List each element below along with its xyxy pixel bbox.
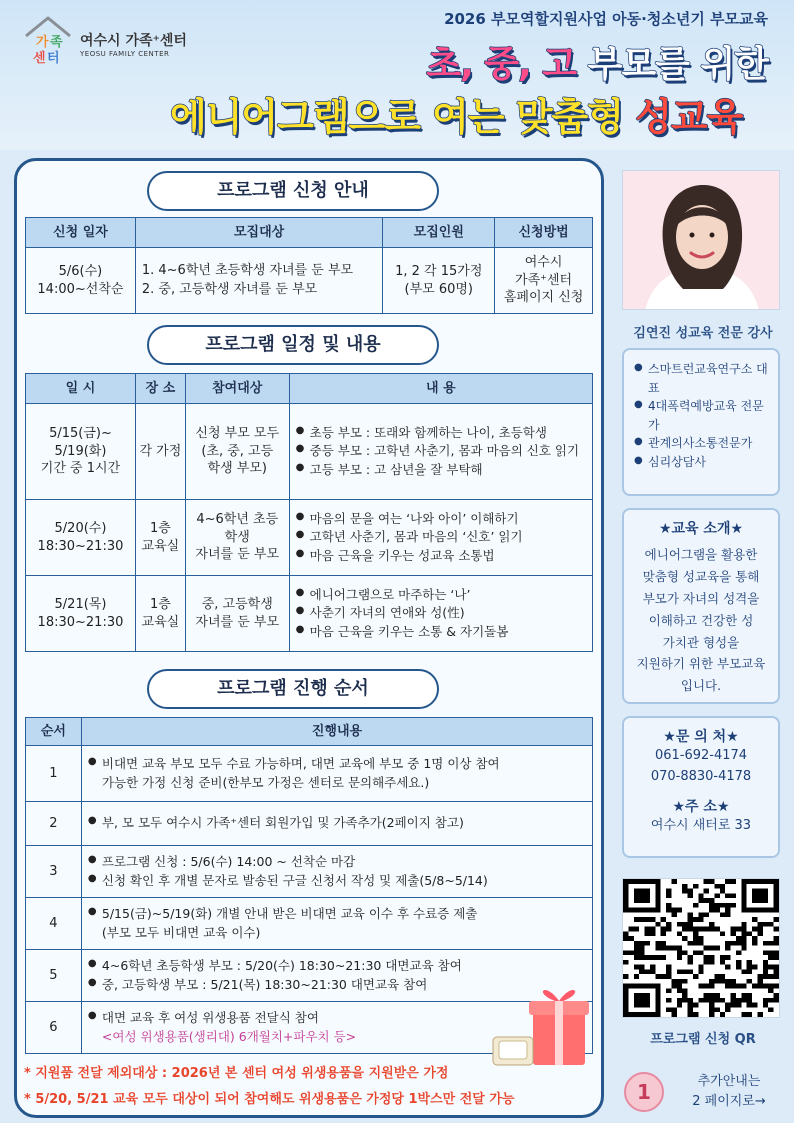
next-page-note — [674, 1072, 784, 1111]
center-logo — [22, 14, 192, 70]
house-icon — [22, 14, 74, 66]
schedule-item: ● 마음 근육을 키우는 성교육 소통법 — [296, 547, 592, 565]
career-item: ● 관계의사소통전문가 — [634, 434, 770, 453]
process-no: 6 — [26, 1002, 82, 1054]
schedule-content — [289, 404, 592, 500]
apply-date: 5/6(수) — [58, 263, 103, 279]
process-header-no: 순서 — [26, 718, 82, 746]
process-item: ● 5/15(금)~5/19(화) 개별 안내 받은 비대면 교육 이수 후 수료증 제출 — [88, 905, 592, 923]
schedule-target-line: 자녀를 둔 부모 — [195, 614, 280, 630]
svg-text:터: 터 — [47, 51, 60, 66]
qr-code-icon — [623, 879, 779, 1017]
apply-method-2: 가족⁺센터 — [515, 272, 573, 288]
svg-text:센: 센 — [33, 51, 46, 66]
apply-count-people: (부모 60명) — [404, 281, 474, 297]
intro-line: 에니어그램을 활용한 — [644, 547, 758, 562]
process-no: 5 — [26, 950, 82, 1002]
career-item: ● 스마트런교육연구소 대표 — [634, 360, 770, 397]
education-intro — [622, 508, 780, 704]
schedule-item: ● 고등 부모 : 고 삼년을 잘 부탁해 — [296, 461, 592, 479]
apply-header-date: 신청 일자 — [26, 218, 136, 248]
schedule-item: ● 초등 부모 : 또래와 함께하는 나이, 초등학생 — [296, 424, 592, 442]
apply-target-2: 2. 중, 고등학생 자녀를 둔 부모 — [141, 281, 318, 297]
headline-line2 — [170, 86, 742, 141]
process-item: (부모 모두 비대면 교육 이수) — [101, 924, 261, 940]
apply-method-1: 여수시 — [524, 255, 563, 271]
schedule-date — [26, 404, 136, 500]
gift-box-icon — [489, 975, 589, 1071]
schedule-row — [26, 500, 593, 576]
schedule-header-place: 장 소 — [135, 374, 185, 404]
schedule-item: ● 사춘기 자녀의 연애와 성(性) — [296, 604, 592, 622]
schedule-date — [26, 500, 136, 576]
schedule-row — [26, 404, 593, 500]
schedule-date-line: 18:30~21:30 — [37, 614, 124, 630]
page-number-badge: 1 — [624, 1072, 664, 1112]
schedule-place — [135, 500, 185, 576]
apply-target-cell — [135, 248, 383, 314]
process-item-gift: <여성 위생용품(생리대) 6개월치+파우치 등> — [101, 1028, 357, 1044]
process-item: 가능한 가정 신청 준비(한부모 가정은 센터로 문의해주세요.) — [101, 774, 430, 790]
schedule-target-line: 학생 부모) — [207, 461, 267, 477]
schedule-target — [185, 576, 289, 652]
apply-target-1: 1. 4~6학년 초등학생 자녀를 둔 부모 — [141, 263, 354, 279]
headline-highlight: 초, 중, 고 — [426, 44, 577, 85]
intro-line: 입니다. — [680, 678, 722, 694]
process-item: ● 비대면 교육 부모 모두 수료 가능하며, 대면 교육에 부모 중 1명 이상 참여 — [88, 755, 592, 773]
process-row — [26, 898, 593, 950]
note-limit: * 5/20, 5/21 교육 모두 대상이 되어 참여해도 위생용품은 가정당 1박스만 전달 가능 — [24, 1092, 515, 1107]
speaker-career — [622, 348, 780, 496]
process-content — [81, 898, 592, 950]
intro-body — [624, 544, 778, 697]
process-content — [81, 802, 592, 846]
schedule-item: ● 마음의 문을 여는 ‘나와 아이’ 이해하기 — [296, 510, 592, 528]
schedule-header-target: 참여대상 — [185, 374, 289, 404]
schedule-target — [185, 404, 289, 500]
apply-header-count: 모집인원 — [383, 218, 495, 248]
schedule-item: ● 고학년 사춘기, 몸과 마음의 ‘신호’ 읽기 — [296, 528, 592, 546]
intro-line: 맞춤형 성교육을 통해 — [642, 568, 760, 584]
schedule-place-line: 각 가정 — [139, 443, 182, 459]
intro-line: 가치관 형성을 — [662, 634, 740, 650]
logo-name: 여수시 가족⁺센터 — [80, 33, 187, 49]
address-title: ★주 소★ — [672, 798, 730, 815]
svg-text:족: 족 — [50, 35, 63, 50]
section-title-schedule: 프로그램 일정 및 내용 — [147, 325, 439, 365]
schedule-target-line: 중, 고등학생 — [201, 596, 273, 612]
qr-code[interactable] — [622, 878, 780, 1018]
headline2-main: 에니어그램으로 여는 맞춤형 — [170, 95, 636, 139]
program-category: 2026 부모역할지원사업 아동·청소년기 부모교육 — [444, 10, 768, 28]
process-content — [81, 746, 592, 802]
process-row — [26, 802, 593, 846]
process-no: 4 — [26, 898, 82, 950]
schedule-date-line: 18:30~21:30 — [37, 538, 124, 554]
speaker-photo — [622, 170, 780, 310]
process-no: 3 — [26, 846, 82, 898]
schedule-date-line: 5/20(수) — [54, 520, 107, 536]
apply-count-cell — [383, 248, 495, 314]
career-item: ● 4대폭력예방교육 전문가 — [634, 397, 770, 434]
process-item: ● 신청 확인 후 개별 문자로 발송된 구글 신청서 작성 및 제출(5/8~5/14) — [88, 872, 592, 890]
schedule-place — [135, 404, 185, 500]
note-exclusion: * 지원품 전달 제외대상 : 2026년 본 센터 여성 위생용품을 지원받은 가정 — [24, 1066, 449, 1081]
schedule-header-content: 내 용 — [289, 374, 592, 404]
schedule-place-line: 교육실 — [141, 614, 180, 630]
schedule-date-line: 기간 중 1시간 — [40, 461, 121, 477]
schedule-target — [185, 500, 289, 576]
schedule-date-line: 5/21(목) — [54, 596, 107, 612]
next-page-line: 2 페이지로→ — [692, 1093, 766, 1109]
schedule-item: ● 중등 부모 : 고학년 사춘기, 몸과 마음의 신호 읽기 — [296, 442, 592, 460]
process-row — [26, 746, 593, 802]
phone-2: 070-8830-4178 — [650, 768, 752, 784]
process-item: ● 중, 고등학생 부모 : 5/21(목) 18:30~21:30 대면교육 참여 — [88, 976, 592, 994]
schedule-date-line: 5/15(금)~ — [49, 426, 112, 442]
process-no: 2 — [26, 802, 82, 846]
intro-line: 부모가 자녀의 성격을 — [642, 590, 760, 606]
headline-rest: 부모를 위한 — [576, 44, 768, 85]
schedule-header-date: 일 시 — [26, 374, 136, 404]
schedule-target-line: (초, 중, 고등 — [201, 443, 274, 459]
apply-method-3: 홈페이지 신청 — [503, 290, 584, 306]
headline-line1 — [426, 36, 768, 87]
next-page-line: 추가안내는 — [697, 1074, 761, 1089]
apply-count: 1, 2 각 15가정 — [395, 263, 483, 279]
headline2-highlight: 성교육 — [635, 95, 743, 139]
process-row — [26, 846, 593, 898]
apply-method-cell — [495, 248, 593, 314]
section-title-process: 프로그램 진행 순서 — [147, 669, 439, 709]
process-header-content: 진행내용 — [81, 718, 592, 746]
apply-table — [25, 217, 593, 314]
contact-title: ★문 의 처★ — [663, 729, 739, 745]
phone-1: 061-692-4174 — [654, 748, 748, 763]
main-panel — [14, 158, 604, 1118]
career-item: ● 심리상담사 — [634, 453, 770, 472]
process-no: 1 — [26, 746, 82, 802]
schedule-date — [26, 576, 136, 652]
contact-card — [622, 716, 780, 858]
process-item: ● 프로그램 신청 : 5/6(수) 14:00 ~ 선착순 마감 — [88, 853, 592, 871]
section-title-apply: 프로그램 신청 안내 — [147, 171, 439, 211]
process-item: ● 대면 교육 후 여성 위생용품 전달식 참여 — [88, 1009, 592, 1027]
svg-text:가: 가 — [36, 35, 49, 50]
portrait-image — [623, 171, 780, 310]
schedule-target-line: 자녀를 둔 부모 — [195, 547, 280, 563]
schedule-table — [25, 373, 593, 652]
process-content — [81, 846, 592, 898]
qr-label: 프로그램 신청 QR — [650, 1032, 756, 1047]
schedule-content — [289, 576, 592, 652]
schedule-item: ● 마음 근육을 키우는 소통 & 자기돌봄 — [296, 623, 592, 641]
schedule-place-line: 1층 — [149, 596, 171, 612]
speaker-name: 김연진 성교육 전문 강사 — [633, 326, 773, 341]
intro-title: ★교육 소개★ — [658, 521, 744, 537]
schedule-target-line: 4~6학년 초등 — [196, 512, 279, 528]
address: 여수시 새터로 33 — [650, 817, 752, 833]
intro-line: 이해하고 건강한 성 — [648, 612, 754, 628]
apply-time: 14:00~선착순 — [37, 281, 124, 297]
schedule-place-line: 1층 — [149, 520, 171, 536]
schedule-content — [289, 500, 592, 576]
intro-line: 지원하기 위한 부모교육 — [636, 656, 766, 672]
schedule-place-line: 교육실 — [141, 538, 180, 554]
apply-header-method: 신청방법 — [495, 218, 593, 248]
schedule-date-line: 5/19(화) — [54, 443, 107, 459]
process-item: ● 부, 모 모두 여수시 가족⁺센터 회원가입 및 가족추가(2페이지 참고) — [88, 814, 592, 832]
logo-subtitle: YEOSU FAMILY CENTER — [80, 50, 170, 58]
schedule-target-line: 신청 부모 모두 — [195, 426, 280, 442]
schedule-item: ● 에니어그램으로 마주하는 ‘나’ — [296, 586, 592, 604]
schedule-target-line: 학생 — [224, 529, 250, 545]
schedule-row — [26, 576, 593, 652]
schedule-place — [135, 576, 185, 652]
process-item: ● 4~6학년 초등학생 부모 : 5/20(수) 18:30~21:30 대면교육 참여 — [88, 957, 592, 975]
apply-date-cell — [26, 248, 136, 314]
apply-header-target: 모집대상 — [135, 218, 383, 248]
